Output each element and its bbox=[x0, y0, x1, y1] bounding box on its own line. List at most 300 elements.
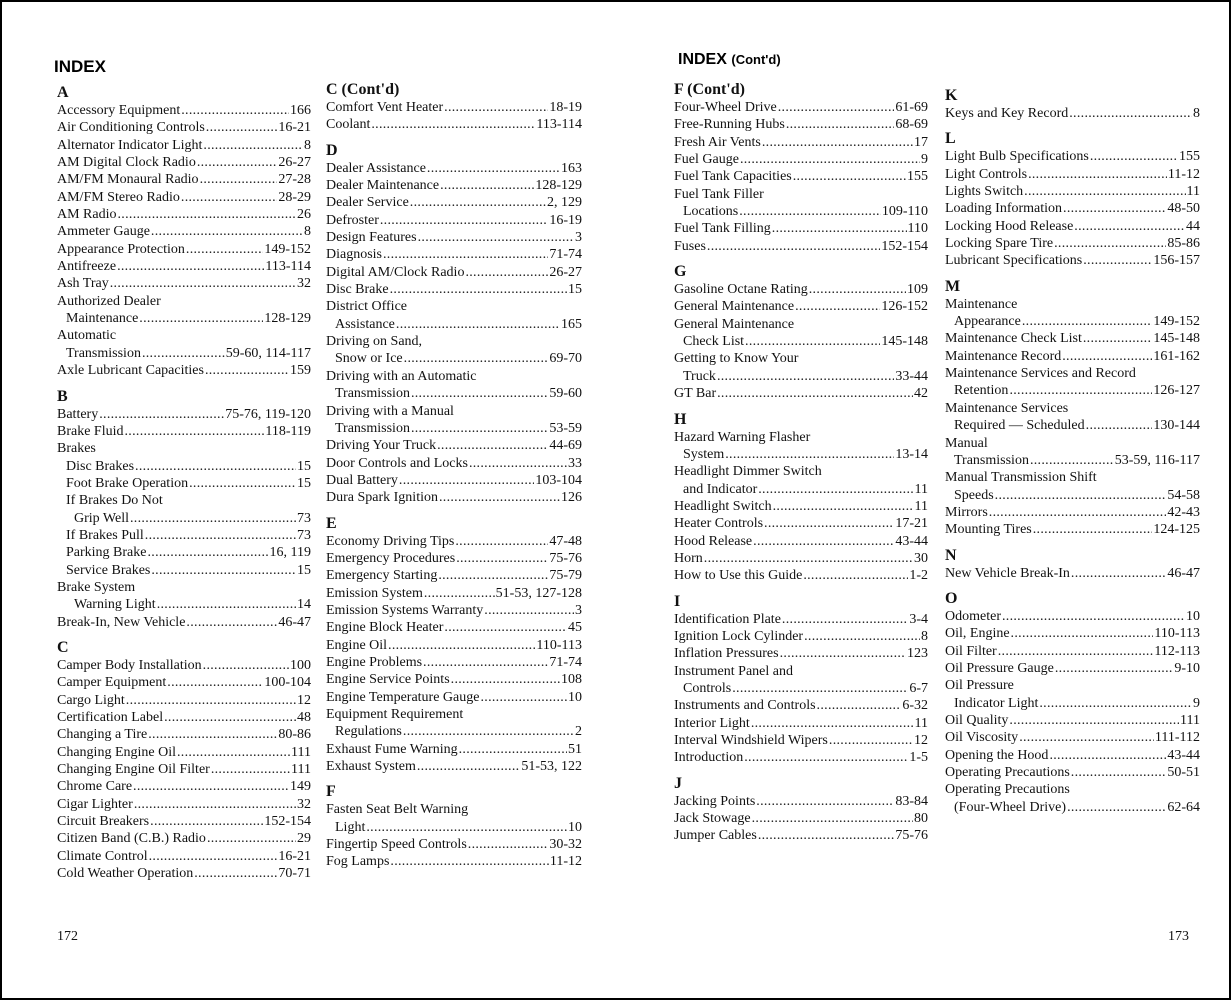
entry-page-ref: 3 bbox=[575, 602, 582, 618]
entry-page-ref: 15 bbox=[297, 475, 311, 491]
index-entry bbox=[945, 799, 1200, 816]
dot-leader bbox=[707, 238, 880, 255]
entry-page-ref: 128-129 bbox=[535, 178, 582, 194]
entry-page-ref: 110-113 bbox=[536, 637, 582, 653]
dot-leader bbox=[739, 203, 881, 220]
entry-label: New Vehicle Break-In bbox=[945, 565, 1070, 581]
entry-page-ref: 28-29 bbox=[278, 189, 311, 205]
entry-label: Truck bbox=[683, 368, 716, 384]
section-letter-j: J bbox=[674, 774, 682, 792]
entry-page-ref: 51-53, 122 bbox=[521, 759, 582, 775]
entry-label: Brake Fluid bbox=[57, 423, 124, 439]
dot-leader bbox=[752, 810, 913, 827]
entry-page-ref: 10 bbox=[568, 819, 582, 835]
entry-label: Regulations bbox=[335, 724, 402, 740]
dot-leader bbox=[411, 420, 548, 437]
entry-label: Hazard Warning Flasher bbox=[674, 429, 811, 445]
dot-leader bbox=[151, 223, 303, 240]
dot-leader bbox=[164, 709, 296, 726]
entry-page-ref: 53-59, 116-117 bbox=[1114, 452, 1200, 468]
dot-leader bbox=[145, 527, 296, 544]
index-entry bbox=[326, 350, 582, 367]
index-entry bbox=[57, 423, 311, 440]
dot-leader bbox=[133, 778, 289, 795]
index-entry bbox=[674, 680, 928, 697]
entry-label: Horn bbox=[674, 550, 703, 566]
entry-label: Appearance Protection bbox=[57, 241, 185, 257]
index-entry bbox=[674, 515, 928, 532]
index-entry bbox=[57, 614, 311, 631]
entry-label: Parking Brake bbox=[66, 545, 147, 561]
entry-label: Jack Stowage bbox=[674, 811, 751, 827]
entry-page-ref: 27-28 bbox=[278, 172, 311, 188]
index-entry bbox=[57, 293, 311, 310]
dot-leader bbox=[1086, 417, 1153, 434]
entry-label: Disc Brake bbox=[326, 282, 389, 298]
entry-label: Coolant bbox=[326, 117, 371, 133]
entry-label: Design Features bbox=[326, 230, 417, 246]
index-entry bbox=[57, 223, 311, 240]
entry-page-ref: 75-76, 119-120 bbox=[225, 406, 311, 422]
entry-label: Equipment Requirement bbox=[326, 707, 464, 722]
entry-page-ref: 124-125 bbox=[1153, 522, 1200, 538]
entry-page-ref: 155 bbox=[1179, 149, 1200, 165]
index-entry bbox=[674, 663, 928, 680]
dot-leader bbox=[147, 544, 268, 561]
dot-leader bbox=[725, 446, 894, 463]
entry-page-ref: 149-152 bbox=[1153, 314, 1200, 330]
dot-leader bbox=[437, 437, 548, 454]
entry-label: Dealer Service bbox=[326, 195, 409, 211]
index-entry bbox=[57, 492, 311, 509]
entry-label: Defroster bbox=[326, 212, 379, 228]
entry-label: Emission System bbox=[326, 585, 423, 601]
dot-leader bbox=[1071, 565, 1166, 582]
entry-page-ref: 11-12 bbox=[1167, 166, 1200, 182]
entry-page-ref: 10 bbox=[568, 689, 582, 705]
index-entry bbox=[945, 487, 1200, 504]
index-entry bbox=[57, 744, 311, 761]
index-entry bbox=[674, 281, 928, 298]
entry-page-ref: 17-21 bbox=[895, 516, 928, 532]
entry-label: Controls bbox=[683, 680, 732, 696]
entry-page-ref: 51-53, 127-128 bbox=[495, 585, 582, 601]
entry-label: Retention bbox=[954, 383, 1009, 399]
entry-label: (Four-Wheel Drive) bbox=[954, 799, 1067, 815]
index-entry bbox=[945, 625, 1200, 642]
dot-leader bbox=[480, 689, 567, 706]
entry-page-ref: 111 bbox=[1180, 712, 1200, 728]
entry-label: Service Brakes bbox=[66, 562, 151, 578]
section-letter-f: F bbox=[326, 783, 336, 801]
entry-label: Instrument Panel and bbox=[674, 663, 793, 679]
dot-leader bbox=[427, 160, 560, 177]
index-entry bbox=[945, 695, 1200, 712]
entry-label: Cigar Lighter bbox=[57, 796, 133, 812]
entry-page-ref: 15 bbox=[297, 458, 311, 474]
entry-label: Appearance bbox=[954, 314, 1021, 330]
dot-leader bbox=[142, 345, 225, 362]
index-entry bbox=[326, 212, 582, 229]
index-entry bbox=[945, 764, 1200, 781]
dot-leader bbox=[732, 680, 908, 697]
dot-leader bbox=[383, 246, 548, 263]
entry-label: GT Bar bbox=[674, 386, 717, 402]
entry-label: Assistance bbox=[335, 316, 395, 332]
entry-label: Free-Running Hubs bbox=[674, 117, 785, 133]
entry-label: Speeds bbox=[954, 487, 994, 503]
index-entry bbox=[57, 475, 311, 492]
entry-label: Headlight Dimmer Switch bbox=[674, 464, 822, 480]
entry-page-ref: 6-7 bbox=[909, 680, 928, 696]
entry-page-ref: 110-113 bbox=[1154, 626, 1200, 642]
dot-leader bbox=[390, 281, 567, 298]
entry-page-ref: 159 bbox=[290, 363, 311, 379]
entry-label: Ash Tray bbox=[57, 276, 109, 292]
entry-label: Transmission bbox=[66, 345, 141, 361]
entry-label: Indicator Light bbox=[954, 695, 1039, 711]
entry-label: Changing Engine Oil bbox=[57, 744, 176, 760]
entry-label: Transmission bbox=[335, 420, 410, 436]
entry-page-ref: 68-69 bbox=[895, 117, 928, 133]
entry-label: Operating Precautions bbox=[945, 765, 1070, 780]
dot-leader bbox=[804, 628, 920, 645]
entry-page-ref: 9 bbox=[921, 152, 928, 168]
dot-leader bbox=[1083, 330, 1152, 347]
index-entry bbox=[57, 796, 311, 813]
entry-page-ref: 152-154 bbox=[264, 814, 311, 830]
entry-page-ref: 11 bbox=[914, 481, 928, 497]
index-entry bbox=[674, 429, 928, 446]
entry-page-ref: 165 bbox=[561, 316, 582, 332]
index-entry bbox=[326, 723, 582, 740]
entry-label: Locations bbox=[683, 204, 739, 220]
index-entry bbox=[326, 229, 582, 246]
entry-page-ref: 43-44 bbox=[895, 533, 928, 549]
index-entry bbox=[326, 801, 582, 818]
entry-label: Ignition Lock Cylinder bbox=[674, 628, 804, 644]
entry-page-ref: 155 bbox=[907, 169, 928, 185]
index-entry bbox=[674, 749, 928, 766]
dot-leader bbox=[117, 258, 264, 275]
dot-leader bbox=[418, 229, 574, 246]
index-entry bbox=[326, 99, 582, 116]
entry-page-ref: 126 bbox=[561, 490, 582, 506]
entry-label: Locking Spare Tire bbox=[945, 236, 1054, 252]
entry-label: Operating Precautions bbox=[945, 782, 1070, 798]
index-entry bbox=[57, 406, 311, 423]
index-entry bbox=[674, 333, 928, 350]
entry-label: If Brakes Pull bbox=[66, 527, 144, 543]
entry-label: Lubricant Specifications bbox=[945, 253, 1083, 269]
entry-page-ref: 12 bbox=[297, 692, 311, 708]
entry-label: Oil Filter bbox=[945, 643, 997, 659]
dot-leader bbox=[1009, 712, 1179, 729]
entry-label: Snow or Ice bbox=[335, 351, 403, 367]
index-entry bbox=[57, 848, 311, 865]
index-entry bbox=[57, 674, 311, 691]
dot-leader bbox=[440, 177, 534, 194]
index-entry bbox=[326, 619, 582, 636]
dot-leader bbox=[118, 206, 297, 223]
entry-label: Manual bbox=[945, 435, 988, 451]
entry-label: Emergency Procedures bbox=[326, 550, 456, 566]
dot-leader bbox=[149, 848, 278, 865]
entry-label: Fuel Tank Filling bbox=[674, 221, 771, 237]
index-entry bbox=[326, 853, 582, 870]
entry-label: Heater Controls bbox=[674, 516, 764, 532]
dot-leader bbox=[773, 498, 914, 515]
index-entry bbox=[57, 310, 311, 327]
dot-leader bbox=[764, 515, 894, 532]
index-entry bbox=[326, 116, 582, 133]
index-entry bbox=[57, 345, 311, 362]
index-entry bbox=[945, 252, 1200, 269]
entry-label: General Maintenance bbox=[674, 316, 795, 332]
entry-label: Circuit Breakers bbox=[57, 814, 150, 830]
dot-leader bbox=[1028, 166, 1167, 183]
entry-page-ref: 30 bbox=[914, 550, 928, 566]
dot-leader bbox=[388, 637, 535, 654]
dot-leader bbox=[780, 645, 906, 662]
entry-page-ref: 3-4 bbox=[909, 611, 928, 627]
dot-leader bbox=[157, 596, 296, 613]
index-entry bbox=[326, 385, 582, 402]
index-entry bbox=[674, 168, 928, 185]
dot-leader bbox=[762, 134, 913, 151]
index-entry bbox=[326, 706, 582, 723]
entry-label: Identification Plate bbox=[674, 611, 781, 627]
entry-label: Dual Battery bbox=[326, 472, 398, 488]
entry-label: Warning Light bbox=[74, 597, 156, 613]
entry-page-ref: 1-2 bbox=[909, 568, 928, 584]
entry-label: AM Digital Clock Radio bbox=[57, 155, 196, 171]
entry-page-ref: 100 bbox=[290, 657, 311, 673]
entry-label: Dealer Maintenance bbox=[326, 178, 440, 194]
entry-page-ref: 1-5 bbox=[909, 750, 928, 766]
entry-label: Maintenance Services bbox=[945, 400, 1069, 416]
entry-label: Fresh Air Vents bbox=[674, 134, 761, 150]
dot-leader bbox=[1069, 105, 1192, 122]
entry-page-ref: 156-157 bbox=[1153, 253, 1200, 269]
entry-label: Dealer Assistance bbox=[326, 160, 426, 176]
dot-leader bbox=[455, 533, 548, 550]
dot-leader bbox=[396, 316, 560, 333]
entry-label: Engine Service Points bbox=[326, 672, 450, 688]
index-entry bbox=[674, 827, 928, 844]
index-entry bbox=[326, 298, 582, 315]
index-entry bbox=[326, 567, 582, 584]
index-entry bbox=[57, 544, 311, 561]
entry-page-ref: 30-32 bbox=[549, 837, 582, 853]
dot-leader bbox=[793, 168, 906, 185]
entry-page-ref: 32 bbox=[297, 276, 311, 292]
dot-leader bbox=[1019, 729, 1154, 746]
dot-leader bbox=[399, 472, 534, 489]
index-entry bbox=[945, 148, 1200, 165]
section-letter-f-cont-d: F (Cont'd) bbox=[674, 81, 745, 98]
index-entry bbox=[326, 420, 582, 437]
entry-label: Oil Pressure Gauge bbox=[945, 660, 1054, 676]
index-entry bbox=[326, 437, 582, 454]
entry-label: Odometer bbox=[945, 608, 1001, 624]
dot-leader bbox=[786, 116, 895, 133]
index-entry bbox=[57, 258, 311, 275]
dot-leader bbox=[1009, 382, 1152, 399]
entry-page-ref: 149 bbox=[290, 779, 311, 795]
dot-leader bbox=[1022, 313, 1152, 330]
entry-page-ref: 71-74 bbox=[549, 247, 582, 263]
dot-leader bbox=[1067, 799, 1166, 816]
entry-label: Digital AM/Clock Radio bbox=[326, 264, 465, 280]
index-entry bbox=[945, 105, 1200, 122]
index-entry bbox=[945, 677, 1200, 694]
index-entry bbox=[57, 562, 311, 579]
entry-label: Foot Brake Operation bbox=[66, 475, 189, 491]
index-entry bbox=[57, 579, 311, 596]
index-entry bbox=[674, 810, 928, 827]
index-entry bbox=[945, 747, 1200, 764]
entry-label: Fuel Tank Capacities bbox=[674, 169, 792, 185]
entry-page-ref: 108 bbox=[561, 672, 582, 688]
index-entry bbox=[945, 218, 1200, 235]
entry-label: Keys and Key Record bbox=[945, 106, 1069, 121]
dot-leader bbox=[1039, 695, 1192, 712]
dot-leader bbox=[186, 241, 263, 258]
dot-leader bbox=[782, 611, 908, 628]
dot-leader bbox=[753, 533, 894, 550]
index-entry bbox=[674, 628, 928, 645]
index-entry bbox=[326, 550, 582, 567]
index-entry bbox=[57, 596, 311, 613]
entry-page-ref: 32 bbox=[297, 796, 311, 812]
entry-label: Changing a Tire bbox=[57, 727, 148, 743]
entry-label: Mounting Tires bbox=[945, 522, 1032, 538]
index-entry bbox=[57, 657, 311, 674]
index-entry bbox=[326, 455, 582, 472]
entry-label: Maintenance Services and Record bbox=[945, 366, 1136, 382]
index-entry bbox=[57, 206, 311, 223]
dot-leader bbox=[205, 362, 289, 379]
entry-page-ref: 13-14 bbox=[895, 446, 928, 462]
dot-leader bbox=[1024, 183, 1185, 200]
entry-label: Interval Windshield Wipers bbox=[674, 733, 828, 748]
index-entry bbox=[674, 715, 928, 732]
dot-leader bbox=[211, 761, 290, 778]
entry-label: Opening the Hood bbox=[945, 747, 1049, 763]
index-entry bbox=[945, 608, 1200, 625]
index-entry bbox=[945, 382, 1200, 399]
entry-page-ref: 12 bbox=[914, 733, 928, 748]
dot-leader bbox=[484, 602, 574, 619]
dot-leader bbox=[150, 813, 263, 830]
entry-label: Lights Switch bbox=[945, 184, 1024, 200]
index-entry bbox=[326, 472, 582, 489]
index-entry bbox=[945, 200, 1200, 217]
dot-leader bbox=[459, 741, 567, 758]
index-cont-title bbox=[678, 51, 781, 69]
entry-label: District Office bbox=[326, 299, 407, 315]
index-entry bbox=[326, 281, 582, 298]
entry-page-ref: 111 bbox=[291, 762, 311, 778]
entry-label: Camper Body Installation bbox=[57, 657, 202, 673]
section-letter-l: L bbox=[945, 130, 956, 148]
entry-label: Exhaust System bbox=[326, 759, 416, 775]
entry-page-ref: 166 bbox=[290, 103, 311, 118]
index-entry bbox=[326, 368, 582, 385]
entry-page-ref: 11 bbox=[914, 715, 928, 731]
entry-page-ref: 47-48 bbox=[549, 533, 582, 549]
entry-label: Camper Equipment bbox=[57, 675, 167, 691]
index-entry bbox=[57, 458, 311, 475]
section-letter-c: C bbox=[57, 638, 69, 656]
entry-page-ref: 109 bbox=[907, 282, 928, 298]
dot-leader bbox=[167, 674, 263, 691]
dot-leader bbox=[758, 827, 895, 844]
entry-label: Mirrors bbox=[945, 504, 988, 520]
index-entry bbox=[674, 203, 928, 220]
dot-leader bbox=[194, 865, 277, 882]
entry-page-ref: 9 bbox=[1193, 695, 1200, 711]
entry-label: Disc Brakes bbox=[66, 458, 135, 474]
entry-label: AM/FM Stereo Radio bbox=[57, 189, 180, 205]
entry-label: Required — Scheduled bbox=[954, 418, 1085, 434]
index-entry bbox=[945, 660, 1200, 677]
dot-leader bbox=[203, 137, 303, 154]
section-letter-k: K bbox=[945, 87, 958, 104]
entry-page-ref: 2 bbox=[575, 724, 582, 740]
index-entry bbox=[945, 469, 1200, 486]
entry-page-ref: 16-21 bbox=[278, 848, 311, 864]
section-letter-b: B bbox=[57, 387, 68, 405]
entry-label: How to Use this Guide bbox=[674, 568, 803, 584]
dot-leader bbox=[1071, 764, 1167, 781]
entry-label: Grip Well bbox=[74, 510, 129, 526]
entry-label: Maintenance bbox=[945, 296, 1018, 312]
entry-page-ref: 152-154 bbox=[881, 238, 928, 254]
index-entry bbox=[674, 385, 928, 402]
dot-leader bbox=[110, 275, 296, 292]
entry-page-ref: 59-60 bbox=[549, 386, 582, 402]
entry-page-ref: 69-70 bbox=[549, 351, 582, 367]
index-entry bbox=[326, 585, 582, 602]
index-entry bbox=[57, 830, 311, 847]
index-entry bbox=[57, 865, 311, 882]
index-entry bbox=[945, 417, 1200, 434]
entry-label: Jumper Cables bbox=[674, 828, 757, 844]
dot-leader bbox=[995, 487, 1167, 504]
dot-leader bbox=[206, 119, 278, 136]
index-entry bbox=[326, 177, 582, 194]
entry-label: Brakes bbox=[57, 441, 96, 457]
index-entry bbox=[57, 241, 311, 258]
index-column-1 bbox=[57, 85, 311, 882]
entry-label: Introduction bbox=[674, 750, 744, 766]
dot-leader bbox=[139, 310, 263, 327]
entry-page-ref: 3 bbox=[575, 230, 582, 246]
entry-label: Engine Temperature Gauge bbox=[326, 689, 480, 705]
entry-page-ref: 8 bbox=[921, 628, 928, 644]
dot-leader bbox=[704, 550, 913, 567]
entry-label: Brake System bbox=[57, 579, 136, 595]
entry-page-ref: 54-58 bbox=[1167, 487, 1200, 503]
dot-leader bbox=[451, 671, 560, 688]
entry-page-ref: 48-50 bbox=[1167, 201, 1200, 217]
index-entry bbox=[945, 235, 1200, 252]
entry-page-ref: 26 bbox=[297, 207, 311, 223]
index-entry bbox=[326, 333, 582, 350]
entry-label: Engine Oil bbox=[326, 637, 388, 653]
